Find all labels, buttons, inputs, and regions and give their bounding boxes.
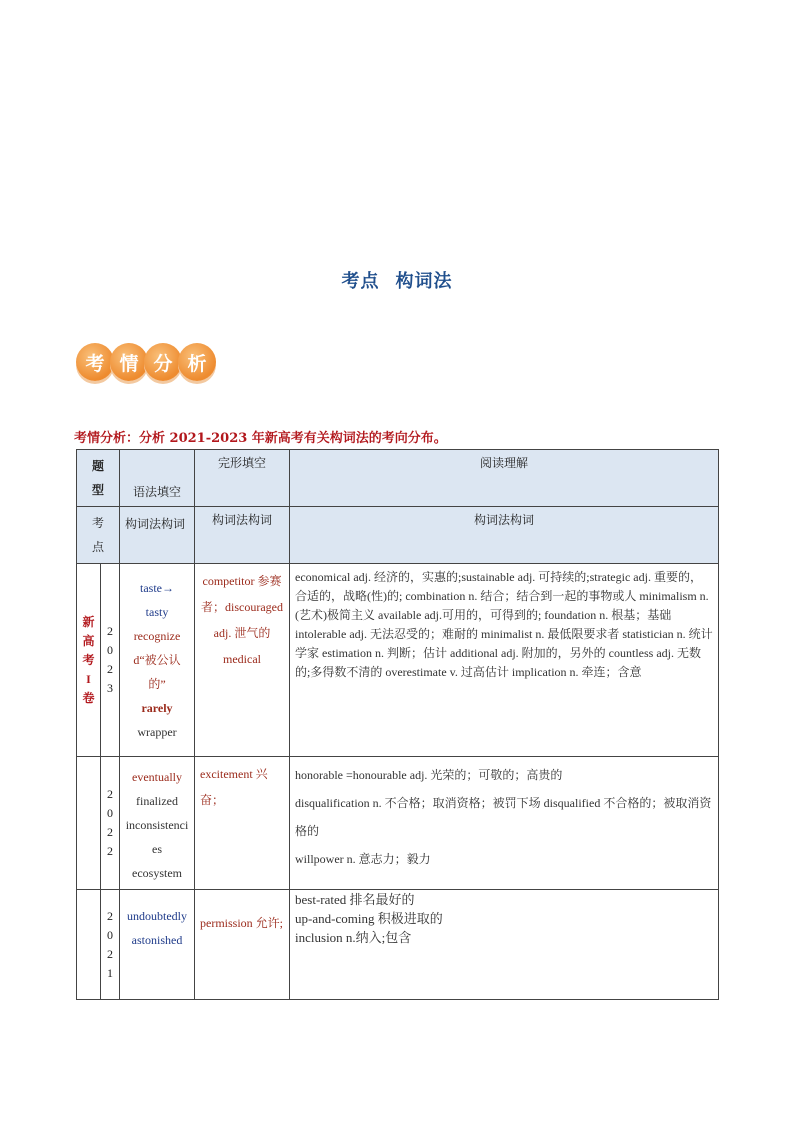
analysis-subtitle: 考情分析：分析 2021-2023 年新高考有关构词法的考向分布。	[74, 431, 447, 446]
page-title: 考点 构词法	[341, 271, 453, 292]
badge-char: 考	[76, 343, 114, 381]
badge-char: 分	[144, 343, 182, 381]
badge-char: 析	[178, 343, 216, 381]
cloze-cell: excitement 兴奋；	[195, 757, 290, 890]
header-point-cell: 考 点	[77, 507, 120, 564]
header-type-cell: 题 型	[77, 450, 120, 507]
table-row	[77, 890, 719, 1000]
analysis-table	[76, 449, 719, 1000]
header2-reading: 构词法构词	[290, 507, 719, 564]
cloze-cell: permission 允许;	[195, 890, 290, 1000]
empty-cell	[77, 890, 101, 1000]
reading-cell: honorable =honourable adj. 光荣的；可敬的；高贵的 disqualification n. 不合格；取消资格；被罚下场 disqualified 不合格的；被取消资格的 willpower n. 意志力；毅力	[290, 757, 719, 890]
badge-char: 情	[110, 343, 148, 381]
table-header-row-2	[77, 507, 719, 564]
group-label: 新高考I卷	[77, 564, 101, 757]
header-cloze: 完形填空	[195, 450, 290, 507]
header-reading: 阅读理解	[290, 450, 719, 507]
header2-grammar: 构词法构词	[120, 507, 195, 564]
cloze-cell: competitor 参赛者；discouraged adj. 泄气的 medical	[195, 564, 290, 757]
section-badge	[76, 343, 212, 385]
grammar-cell: undoubtedly astonished	[120, 890, 195, 1000]
grammar-cell: eventually finalized inconsistencies ecosystem	[120, 757, 195, 890]
year-cell: 2023	[101, 564, 120, 757]
table-row	[77, 757, 719, 890]
header-grammar: 语法填空	[120, 450, 195, 507]
year-cell: 2021	[101, 890, 120, 1000]
year-cell: 2022	[101, 757, 120, 890]
reading-cell: economical adj. 经济的，实惠的;sustainable adj. 可持续的;strategic adj. 重要的，合适的，战略(性)的; combination n. 结合；结合到一起的事物或人 minimalism n. (艺术)极简主义 available adj.可用的，可得到的; foundation n. 根基；基础 intolerable adj. 无法忍受的；难耐的 minimalist n. 最低限要求者 statistician n. 统计学家 estimation n. 判断；估计 additional adj. 附加的，另外的 countless adj. 无数的;多得数不清的 overestimate v. 过高估计 implication n. 牵连；含意	[290, 564, 719, 757]
empty-cell	[77, 757, 101, 890]
table-row	[77, 564, 719, 757]
grammar-cell: taste→ tasty recognized“被公认的” rarely wrapper	[120, 564, 195, 757]
reading-cell: best-rated 排名最好的 up-and-coming 积极进取的 inclusion n.纳入;包含	[290, 890, 719, 1000]
header2-cloze: 构词法构词	[195, 507, 290, 564]
table-header-row	[77, 450, 719, 507]
